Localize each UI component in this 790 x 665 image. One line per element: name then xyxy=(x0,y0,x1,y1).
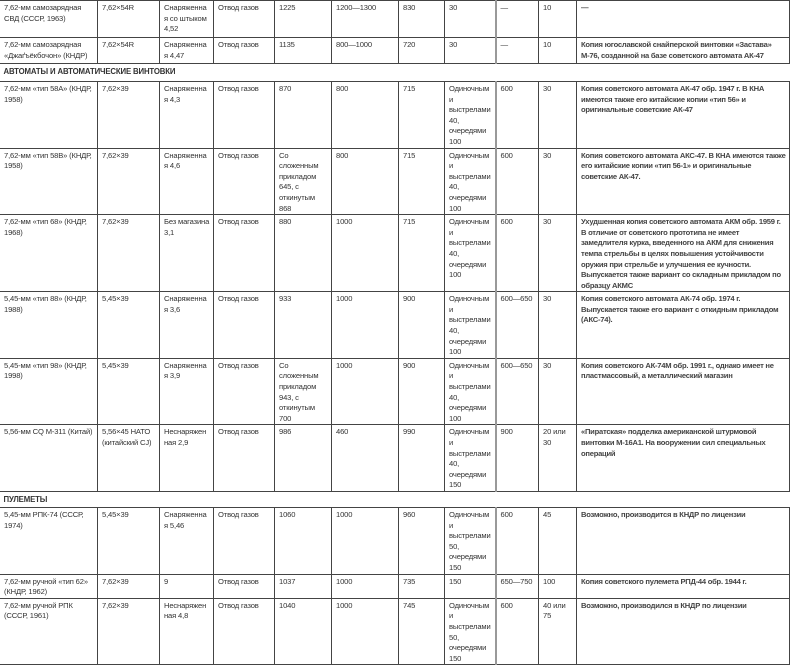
cell-range: 800 xyxy=(332,82,399,149)
cell-name: 7,62-мм «тип 58В» (КНДР, 1958) xyxy=(0,148,98,215)
table-row xyxy=(0,215,790,292)
cell-length: Со сложенным прикладом 645, с откинутым 868 xyxy=(275,148,332,215)
cell-notes: Копия советского автомата АК-74 обр. 1974 г. Выпускается также его вариант с откидным прикладом (АКС-74). xyxy=(577,292,790,359)
cell-muzzle-velocity: 715 xyxy=(399,148,445,215)
cell-notes: Копия советского автомата АКС-47. В КНА имеются также его китайские копии «тип 56-1» и оригинальные советские АК-47. xyxy=(577,148,790,215)
cell-range: 460 xyxy=(332,425,399,492)
cell-mechanism: Отвод газов xyxy=(214,574,275,598)
section-title: АВТОМАТЫ И АВТОМАТИЧЕСКИЕ ВИНТОВКИ xyxy=(0,64,790,82)
cell-fire-rate-tech: 600 xyxy=(496,598,539,665)
cell-length: Со сложенным прикладом 943, с откинутым 700 xyxy=(275,358,332,425)
cell-notes: — xyxy=(577,1,790,38)
cell-rate-of-fire: 30 xyxy=(445,38,496,64)
cell-fire-rate-tech: 600—650 xyxy=(496,358,539,425)
cell-weight: Снаряженная со штыком 4,52 xyxy=(160,1,214,38)
table-row xyxy=(0,1,790,38)
cell-weight: Снаряженная 3,6 xyxy=(160,292,214,359)
cell-magazine: 100 xyxy=(539,574,577,598)
section-header-row xyxy=(0,64,790,82)
cell-cartridge: 7,62×39 xyxy=(98,598,160,665)
cell-cartridge: 5,45×39 xyxy=(98,358,160,425)
cell-fire-rate-tech: 600—650 xyxy=(496,292,539,359)
cell-length: 986 xyxy=(275,425,332,492)
cell-magazine: 10 xyxy=(539,1,577,38)
cell-notes: Копия югославской снайперской винтовки «Застава» М-76, созданной на базе советского автомата АК-47 xyxy=(577,38,790,64)
cell-fire-rate-tech: 900 xyxy=(496,425,539,492)
cell-name: 5,45-мм РПК-74 (СССР, 1974) xyxy=(0,507,98,574)
cell-rate-of-fire: Одиночными выстрелами 40, очередями 100 xyxy=(445,292,496,359)
cell-muzzle-velocity: 900 xyxy=(399,358,445,425)
cell-weight: Снаряженная 3,9 xyxy=(160,358,214,425)
cell-muzzle-velocity: 735 xyxy=(399,574,445,598)
cell-range: 1000 xyxy=(332,292,399,359)
cell-muzzle-velocity: 990 xyxy=(399,425,445,492)
cell-cartridge: 5,45×39 xyxy=(98,292,160,359)
table-row xyxy=(0,38,790,64)
cell-range: 1000 xyxy=(332,215,399,292)
cell-muzzle-velocity: 715 xyxy=(399,82,445,149)
cell-length: 1225 xyxy=(275,1,332,38)
cell-mechanism: Отвод газов xyxy=(214,292,275,359)
cell-magazine: 30 xyxy=(539,358,577,425)
cell-cartridge: 7,62×39 xyxy=(98,148,160,215)
cell-muzzle-velocity: 830 xyxy=(399,1,445,38)
table-row xyxy=(0,574,790,598)
cell-rate-of-fire: Одиночными выстрелами 40, очередями 150 xyxy=(445,425,496,492)
cell-fire-rate-tech: — xyxy=(496,38,539,64)
cell-notes: Возможно, производился в КНДР по лицензии xyxy=(577,598,790,665)
cell-mechanism: Отвод газов xyxy=(214,425,275,492)
cell-fire-rate-tech: 600 xyxy=(496,215,539,292)
cell-mechanism: Отвод газов xyxy=(214,148,275,215)
cell-range: 1000 xyxy=(332,358,399,425)
table-row xyxy=(0,292,790,359)
cell-cartridge: 7,62×39 xyxy=(98,574,160,598)
cell-weight: Снаряженная 4,47 xyxy=(160,38,214,64)
cell-rate-of-fire: Одиночными выстрелами 40, очередями 100 xyxy=(445,215,496,292)
cell-cartridge: 7,62×54R xyxy=(98,38,160,64)
cell-magazine: 40 или 75 xyxy=(539,598,577,665)
cell-range: 1000 xyxy=(332,598,399,665)
cell-fire-rate-tech: — xyxy=(496,1,539,38)
cell-weight: Без магазина 3,1 xyxy=(160,215,214,292)
cell-name: 5,45-мм «тип 88» (КНДР, 1988) xyxy=(0,292,98,359)
cell-range: 1200—1300 xyxy=(332,1,399,38)
cell-rate-of-fire: Одиночными выстрелами 40, очередями 100 xyxy=(445,82,496,149)
cell-fire-rate-tech: 600 xyxy=(496,82,539,149)
cell-name: 7,62-мм ручной РПК (СССР, 1961) xyxy=(0,598,98,665)
cell-muzzle-velocity: 715 xyxy=(399,215,445,292)
cell-name: 7,62-мм «тип 58А» (КНДР, 1958) xyxy=(0,82,98,149)
cell-magazine: 30 xyxy=(539,82,577,149)
cell-fire-rate-tech: 600 xyxy=(496,507,539,574)
cell-weight: Снаряженная 5,46 xyxy=(160,507,214,574)
table-row xyxy=(0,598,790,665)
cell-range: 1000 xyxy=(332,574,399,598)
cell-name: 5,56-мм CQ M-311 (Китай) xyxy=(0,425,98,492)
cell-range: 800—1000 xyxy=(332,38,399,64)
cell-length: 1060 xyxy=(275,507,332,574)
cell-notes: Копия советского автомата АК-47 обр. 1947 г. В КНА имеются также его китайские копии «тип 56» и оригинальные советские АК-47 xyxy=(577,82,790,149)
cell-fire-rate-tech: 600 xyxy=(496,148,539,215)
cell-notes: Возможно, производится в КНДР по лицензии xyxy=(577,507,790,574)
cell-weight: Снаряженная 4,6 xyxy=(160,148,214,215)
cell-length: 1037 xyxy=(275,574,332,598)
cell-rate-of-fire: Одиночными выстрелами 50, очередями 150 xyxy=(445,598,496,665)
cell-weight: Неснаряженная 4,8 xyxy=(160,598,214,665)
cell-length: 870 xyxy=(275,82,332,149)
cell-fire-rate-tech: 650—750 xyxy=(496,574,539,598)
cell-cartridge: 5,56×45 НАТО (китайский CJ) xyxy=(98,425,160,492)
cell-notes: Копия советского АК-74М обр. 1991 г., однако имеет не пластмассовый, а металлический магазин xyxy=(577,358,790,425)
cell-length: 880 xyxy=(275,215,332,292)
table-row xyxy=(0,425,790,492)
cell-weight: Снаряженная 4,3 xyxy=(160,82,214,149)
cell-notes: Ухудшенная копия советского автомата АКМ обр. 1959 г. В отличие от советского прототипа не имеет замедлителя курка, введенного на АКМ для снижения темпа стрельбы в целях повышения устойчивости оружия при стрельбе и улучшения ее кучности. Выпускается также вариант со складным прикладом по образцу АКМС xyxy=(577,215,790,292)
table-row xyxy=(0,82,790,149)
table-row xyxy=(0,358,790,425)
cell-weight: 9 xyxy=(160,574,214,598)
cell-rate-of-fire: 30 xyxy=(445,1,496,38)
cell-mechanism: Отвод газов xyxy=(214,38,275,64)
cell-notes: «Пиратская» подделка американской штурмовой винтовки М-16А1. На вооружении сил специальных операций xyxy=(577,425,790,492)
cell-muzzle-velocity: 720 xyxy=(399,38,445,64)
cell-range: 1000 xyxy=(332,507,399,574)
cell-rate-of-fire: Одиночными выстрелами 50, очередями 150 xyxy=(445,507,496,574)
cell-weight: Неснаряженная 2,9 xyxy=(160,425,214,492)
cell-mechanism: Отвод газов xyxy=(214,507,275,574)
cell-cartridge: 7,62×54R xyxy=(98,1,160,38)
table-row xyxy=(0,507,790,574)
cell-length: 933 xyxy=(275,292,332,359)
cell-name: 7,62-мм ручной «тип 62» (КНДР, 1962) xyxy=(0,574,98,598)
cell-range: 800 xyxy=(332,148,399,215)
cell-mechanism: Отвод газов xyxy=(214,82,275,149)
cell-magazine: 30 xyxy=(539,292,577,359)
cell-rate-of-fire: Одиночными выстрелами 40, очередями 100 xyxy=(445,358,496,425)
cell-mechanism: Отвод газов xyxy=(214,1,275,38)
cell-rate-of-fire: 150 xyxy=(445,574,496,598)
cell-mechanism: Отвод газов xyxy=(214,598,275,665)
cell-mechanism: Отвод газов xyxy=(214,215,275,292)
cell-mechanism: Отвод газов xyxy=(214,358,275,425)
cell-rate-of-fire: Одиночными выстрелами 40, очередями 100 xyxy=(445,148,496,215)
cell-name: 7,62-мм «тип 68» (КНДР, 1968) xyxy=(0,215,98,292)
cell-muzzle-velocity: 900 xyxy=(399,292,445,359)
cell-magazine: 10 xyxy=(539,38,577,64)
section-title: ПУЛЕМЕТЫ xyxy=(0,491,790,507)
cell-name: 5,45-мм «тип 98» (КНДР, 1998) xyxy=(0,358,98,425)
cell-cartridge: 5,45×39 xyxy=(98,507,160,574)
cell-magazine: 20 или 30 xyxy=(539,425,577,492)
table-row xyxy=(0,148,790,215)
cell-magazine: 45 xyxy=(539,507,577,574)
cell-magazine: 30 xyxy=(539,215,577,292)
cell-name: 7,62-мм самозарядная «Джаґъёкбочон» (КНДР) xyxy=(0,38,98,64)
cell-muzzle-velocity: 960 xyxy=(399,507,445,574)
cell-cartridge: 7,62×39 xyxy=(98,215,160,292)
cell-muzzle-velocity: 745 xyxy=(399,598,445,665)
section-header-row xyxy=(0,491,790,507)
cell-name: 7,62-мм самозарядная СВД (СССР, 1963) xyxy=(0,1,98,38)
cell-notes: Копия советского пулемета РПД-44 обр. 1944 г. xyxy=(577,574,790,598)
cell-length: 1040 xyxy=(275,598,332,665)
cell-magazine: 30 xyxy=(539,148,577,215)
cell-cartridge: 7,62×39 xyxy=(98,82,160,149)
cell-length: 1135 xyxy=(275,38,332,64)
